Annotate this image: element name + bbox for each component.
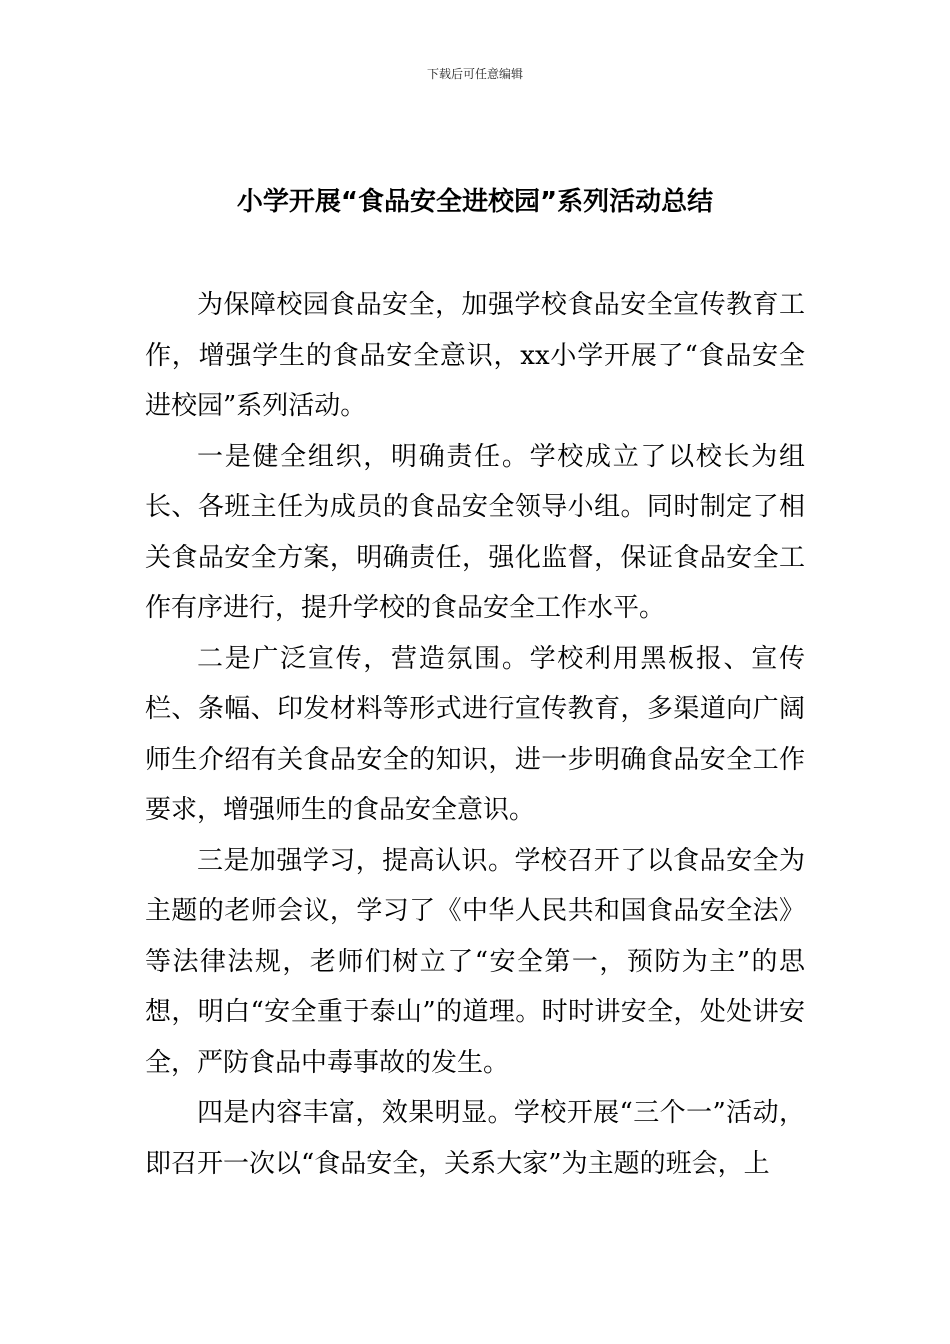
header-note: 下载后可任意编辑 bbox=[426, 67, 523, 81]
paragraph-publicity: 二是广泛宣传，营造氛围。学校利用黑板报、宣传栏、条幅、印发材料等形式进行宣传教育，多渠道向广阔师生介绍有关食品安全的知识，进一步明确食品安全工作要求，增强师生的食品安全意识。 bbox=[145, 643, 805, 825]
paragraph-activities: 四是内容丰富，效果明显。学校开展“三个一”活动，即召开一次以“食品安全，关系大家”为主题的班会，上 bbox=[145, 1098, 805, 1179]
document-title: 小学开展“食品安全进校园”系列活动总结 bbox=[236, 187, 714, 217]
paragraph-intro: 为保障校园食品安全，加强学校食品安全宣传教育工作，增强学生的食品安全意识，xx小学开展了“食品安全进校园”系列活动。 bbox=[145, 290, 805, 421]
paragraph-organization: 一是健全组织，明确责任。学校成立了以校长为组长、各班主任为成员的食品安全领导小组。同时制定了相关食品安全方案，明确责任，强化监督，保证食品安全工作有序进行，提升学校的食品安全工作水平。 bbox=[145, 441, 805, 623]
paragraph-study: 三是加强学习，提高认识。学校召开了以食品安全为主题的老师会议，学习了《中华人民共和国食品安全法》等法律法规，老师们树立了“安全第一，预防为主”的思想，明白“安全重于泰山”的道理。时时讲安全，处处讲安全，严防食品中毒事故的发生。 bbox=[145, 845, 805, 1078]
document-body bbox=[145, 280, 805, 1189]
